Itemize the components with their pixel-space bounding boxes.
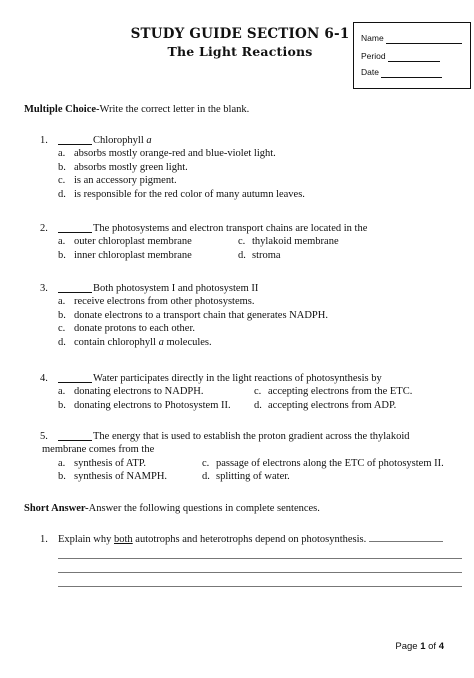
- option-row: [58, 470, 465, 484]
- period-row: [361, 47, 470, 62]
- option-letter: d.: [58, 188, 66, 200]
- option-text: accepting electrons from the ETC.: [268, 386, 413, 398]
- options: [42, 443, 465, 484]
- page-title: STUDY GUIDE SECTION 6-1: [130, 26, 350, 42]
- option-text: thylakoid membrane: [252, 236, 339, 248]
- answer-blank[interactable]: [58, 134, 92, 145]
- option-letter: c.: [58, 175, 66, 187]
- question-text-part: Explain why: [58, 534, 114, 545]
- option-text: donating electrons to Photosystem II.: [74, 399, 231, 411]
- option-c: [58, 174, 465, 188]
- options: [58, 385, 465, 412]
- question-stem: The photosystems and electron transport chains are located in the: [93, 223, 368, 234]
- answer-line[interactable]: [369, 532, 443, 542]
- footer-text: Page: [395, 641, 421, 652]
- option-letter: d.: [238, 249, 246, 261]
- option-text: stroma: [252, 249, 281, 261]
- option-letter: a.: [58, 236, 66, 248]
- option-b: [58, 309, 465, 323]
- mc-heading-label: Multiple Choice-: [24, 104, 100, 115]
- short-answer-heading: [24, 502, 320, 515]
- option-letter: b.: [58, 161, 66, 173]
- answer-line[interactable]: [58, 586, 462, 587]
- question-text-underlined: both: [114, 534, 133, 545]
- question-text-part: autotrophs and heterotrophs depend on photosynthesis.: [132, 534, 367, 545]
- option-letter: c.: [202, 457, 210, 469]
- option-text: splitting of water.: [216, 471, 290, 483]
- option-row: [58, 249, 465, 263]
- option-letter: d.: [202, 471, 210, 483]
- option-text-part: contain chlorophyll: [74, 336, 159, 348]
- options: [58, 235, 465, 262]
- option-letter: b.: [58, 471, 66, 483]
- date-field[interactable]: [381, 68, 442, 78]
- name-field[interactable]: [386, 34, 462, 44]
- question-number: 2.: [40, 223, 48, 234]
- option-row: [58, 385, 465, 399]
- sa-heading-label: Short Answer-: [24, 503, 89, 514]
- option-letter: a.: [58, 457, 66, 469]
- question-stem: Both photosystem I and photosystem II: [93, 283, 259, 294]
- option-text: absorbs mostly orange-red and blue-violet light.: [74, 148, 276, 160]
- question-number: 1.: [40, 135, 48, 146]
- answer-blank[interactable]: [58, 372, 92, 383]
- option-text-part: molecules.: [163, 336, 212, 348]
- option-text: accepting electrons from ADP.: [268, 399, 397, 411]
- option-letter: c.: [58, 323, 66, 335]
- options: [58, 147, 465, 201]
- footer-text: of: [425, 641, 439, 652]
- option-letter: b.: [58, 399, 66, 411]
- option-row: [58, 457, 465, 471]
- mc-instructions: Write the correct letter in the blank.: [99, 104, 250, 115]
- option-letter: b.: [58, 249, 66, 261]
- answer-line[interactable]: [58, 558, 462, 559]
- option-text: passage of electrons along the ETC of photosystem II.: [216, 457, 444, 469]
- question-1: [40, 134, 465, 202]
- name-period-date-box: [353, 22, 471, 89]
- option-row: [58, 399, 465, 413]
- option-text-italic: a: [158, 336, 164, 348]
- option-c: [58, 322, 465, 336]
- multiple-choice-heading: [24, 103, 249, 116]
- name-label: Name: [361, 33, 384, 44]
- total-pages: 4: [438, 641, 444, 652]
- question-number: 5.: [40, 431, 48, 442]
- option-text: donate electrons to a transport chain that generates NADPH.: [74, 309, 328, 321]
- period-field[interactable]: [388, 52, 440, 62]
- option-letter: b.: [58, 309, 66, 321]
- question-number: 1.: [40, 534, 48, 545]
- date-label: Date: [361, 67, 379, 78]
- question-stem: The energy that is used to establish the proton gradient across the thylakoid: [93, 431, 410, 442]
- question-stem: Water participates directly in the light reactions of photosynthesis by: [93, 373, 382, 384]
- option-text: donate protons to each other.: [74, 323, 196, 335]
- option-text: donating electrons to NADPH.: [74, 386, 204, 398]
- question-2: [40, 222, 465, 262]
- current-page: 1: [420, 641, 426, 652]
- option-row: [58, 235, 465, 249]
- question-stem-continued: membrane comes from the: [42, 444, 155, 456]
- option-letter: a.: [58, 148, 66, 160]
- option-letter: a.: [58, 386, 66, 398]
- option-text: synthesis of ATP.: [74, 457, 147, 469]
- option-text: is responsible for the red color of many autumn leaves.: [74, 188, 305, 200]
- option-letter: a.: [58, 296, 66, 308]
- question-number: 4.: [40, 373, 48, 384]
- question-3: [40, 282, 465, 350]
- question-text: [58, 534, 366, 545]
- option-letter: c.: [254, 386, 262, 398]
- title-block: [120, 26, 360, 60]
- option-text: receive electrons from other photosystems.: [74, 296, 255, 308]
- option-letter: c.: [238, 236, 246, 248]
- option-letter: d.: [58, 336, 66, 348]
- option-text: is an accessory pigment.: [74, 175, 177, 187]
- option-a: [58, 295, 465, 309]
- option-b: [58, 161, 465, 175]
- answer-line[interactable]: [58, 572, 462, 573]
- stem-text: Chlorophyll: [93, 135, 147, 146]
- option-text: outer chloroplast membrane: [74, 236, 192, 248]
- question-5: [40, 430, 465, 484]
- answer-blank[interactable]: [58, 222, 92, 233]
- option-text: [74, 336, 212, 350]
- sa-instructions: Answer the following questions in complete sentences.: [88, 503, 320, 514]
- name-row: [361, 29, 470, 44]
- option-letter: d.: [254, 399, 262, 411]
- short-answer-question-1: [40, 532, 465, 546]
- option-text: synthesis of NAMPH.: [74, 471, 168, 483]
- option-d: [58, 336, 465, 350]
- question-stem: [93, 134, 152, 147]
- stem-italic: a: [146, 135, 152, 146]
- date-row: [361, 63, 470, 78]
- answer-blank[interactable]: [58, 430, 92, 441]
- question-number: 3.: [40, 283, 48, 294]
- option-d: [58, 188, 465, 202]
- option-text: absorbs mostly green light.: [74, 161, 188, 173]
- page-subtitle: The Light Reactions: [167, 44, 313, 59]
- answer-blank[interactable]: [58, 282, 92, 293]
- period-label: Period: [361, 51, 386, 62]
- option-a: [58, 147, 465, 161]
- option-text: inner chloroplast membrane: [74, 249, 192, 261]
- options: [58, 295, 465, 349]
- question-4: [40, 372, 465, 412]
- page-footer: [395, 641, 444, 653]
